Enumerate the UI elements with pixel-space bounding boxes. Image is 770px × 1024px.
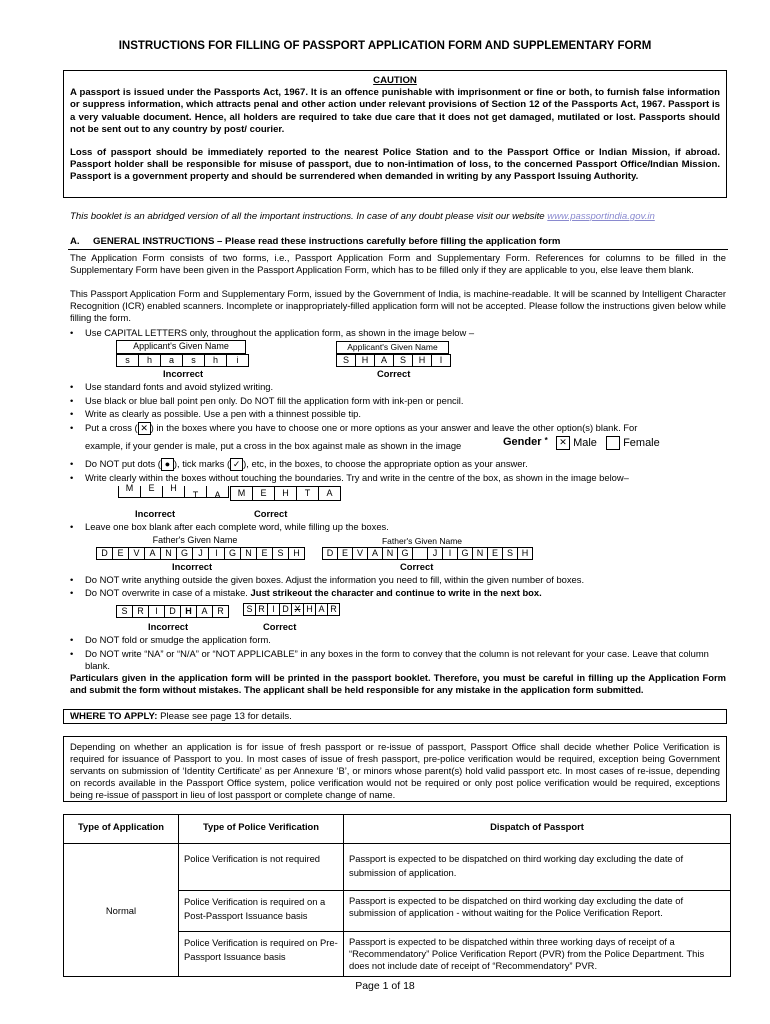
gender-label: Gender * xyxy=(503,436,548,448)
table-row xyxy=(64,844,731,891)
applicant-boxes-incorrect: s h a s h i xyxy=(116,354,249,367)
label-correct: Correct xyxy=(254,508,288,519)
gender-female: Female xyxy=(606,436,660,450)
header-dispatch-of-passport: Dispatch of Passport xyxy=(344,815,731,844)
label-correct: Correct xyxy=(263,621,297,632)
applicant-label-correct: Applicant's Given Name xyxy=(336,341,449,354)
caution-heading: CAUTION xyxy=(373,75,417,86)
note-text: This booklet is an abridged version of all the important instructions. In case of any doubt please visit our website xyxy=(70,211,548,222)
dispatch-cell: Passport is expected to be dispatched on third working day excluding the date of submission of application. xyxy=(344,844,731,891)
label-incorrect: Incorrect xyxy=(172,561,213,572)
application-type-cell: Normal xyxy=(64,844,179,977)
section-number: A. xyxy=(70,236,80,247)
divider xyxy=(68,249,728,250)
caution-paragraph-2: Loss of passport should be immediately reported to the nearest Police Station and to the Passport Office or Indian Mission, if abroad. Passport holder shall be responsible for misuse of passport, due to non-intimation of loss, to the concerned Passport Office/Indian Mission. Passport is a government property and should be surrendered when demanded in writing by any Passport Issuing Authority. xyxy=(70,147,720,183)
mehta-boxes-incorrect: M E H T A xyxy=(118,486,229,498)
label-incorrect: Incorrect xyxy=(163,368,204,379)
website-link[interactable]: www.passportindia.gov.in xyxy=(547,211,655,222)
dispatch-cell: Passport is expected to be dispatched on third working day excluding the date of submission of application - without waiting for the Police Verification Report. xyxy=(344,891,731,932)
dot-box-icon: ● xyxy=(161,458,174,471)
sridhar-boxes-incorrect: S R I D H A R xyxy=(116,605,229,618)
particulars-warning: Particulars given in the application form will be printed in the passport booklet. Therefore, you must be careful in filling up the Application Form and submit the form without mistakes. The applicant shall be held responsible for any mistake in the application form submitted. xyxy=(70,672,726,695)
paragraph-icr: This Passport Application Form and Supplementary Form, issued by the Government of India, is machine-readable. It will be scanned by Intelligent Character Recognition (ICR) enabled scanners. Incomplete or inappropriately-filled application form will not be accepted. Please follow the instructions given below while filling the form. xyxy=(70,288,726,323)
father-label-correct: Father's Given Name xyxy=(381,536,463,546)
police-verification-table xyxy=(63,814,731,977)
section-title: GENERAL INSTRUCTIONS – Please read these instructions carefully before filling the application form xyxy=(93,236,561,247)
pv-cell: Police Verification is required on a Post-Passport Issuance basis xyxy=(179,891,344,932)
label-correct: Correct xyxy=(400,561,434,572)
male-checkbox-crossed-icon: ✕ xyxy=(556,436,570,450)
caution-box xyxy=(63,70,727,198)
father-boxes-correct: D E V A N G J I G N E S H xyxy=(322,547,533,560)
label-incorrect: Incorrect xyxy=(135,508,176,519)
cross-box-icon: ✕ xyxy=(138,422,151,435)
label-incorrect: Incorrect xyxy=(148,621,189,632)
gender-example-text: example, if your gender is male, put a cross in the box against male as shown in the image xyxy=(85,440,462,451)
section-a-heading xyxy=(70,236,560,247)
father-label-incorrect: Father's Given Name xyxy=(152,535,238,545)
sridhar-boxes-correct: S R I D X H A R xyxy=(243,603,340,616)
table-header-row xyxy=(64,815,731,844)
tick-box-icon: ✓ xyxy=(230,458,243,471)
header-type-of-application: Type of Application xyxy=(64,815,179,844)
page-title: INSTRUCTIONS FOR FILLING OF PASSPORT APPLICATION FORM AND SUPPLEMENTARY FORM xyxy=(118,40,652,52)
verification-paragraph: Depending on whether an application is for issue of fresh passport or re-issue of passport, Passport Office shall decide whether Police Verification is required for issuance of Passport to you. In most cases of issue of fresh passport, pre-police verification would be required, exception being Government servants on submission of ‘Identity Certificate’ as per Annexure ‘B’, or minors whose parent(s) hold valid passport etc. In most cases of re-issue, depending on records available in the Passport Office system, police verification would not be required or only post police verification would be required, exceptions being re-issue of passport in lieu of lost passport or complete change of name. xyxy=(63,736,727,802)
booklet-note xyxy=(70,211,730,222)
applicant-label-incorrect: Applicant's Given Name xyxy=(116,340,246,354)
mehta-boxes-correct: M E H T A xyxy=(230,486,341,501)
female-checkbox-icon xyxy=(606,436,620,450)
where-to-apply: WHERE TO APPLY: Please see page 13 for details. xyxy=(63,709,727,724)
pv-cell: Police Verification is required on Pre-Passport Issuance basis xyxy=(179,932,344,977)
header-type-of-police-verification: Type of Police Verification xyxy=(179,815,344,844)
paragraph-forms: The Application Form consists of two forms, i.e., Passport Application Form and Supplementary Form. References for columns to be filled in the Supplementary Form have been given in the Passport Application Form, which has to be filled only if they are applicable to you, else leave them blank. xyxy=(70,252,726,275)
dispatch-cell: Passport is expected to be dispatched within three working days of receipt of a “Recommendatory” Police Verification Report (PVR) from the Police Department. This does not include date of receipt of “Recommendatory” PVR. xyxy=(344,932,731,977)
father-boxes-incorrect: D E V A N G J I G N E S H xyxy=(96,547,305,560)
pv-cell: Police Verification is not required xyxy=(179,844,344,891)
label-correct: Correct xyxy=(377,368,411,379)
page-number: Page 1 of 18 xyxy=(355,980,415,992)
caution-paragraph-1: A passport is issued under the Passports Act, 1967. It is an offence punishable with imprisonment or fine or both, to furnish false information or suppress information, which attracts penal and other action under relevant provisions of Section 12 of the Passports Act, 1967. Passport is a very valuable document. Hence, all holders are required to take due care that it does not get damaged, mutilated or lost. Passports should not be sent out to any country by post/ courier. xyxy=(70,87,720,135)
applicant-boxes-correct: S H A S H I xyxy=(336,354,451,367)
gender-male: ✕ Male xyxy=(556,436,597,450)
